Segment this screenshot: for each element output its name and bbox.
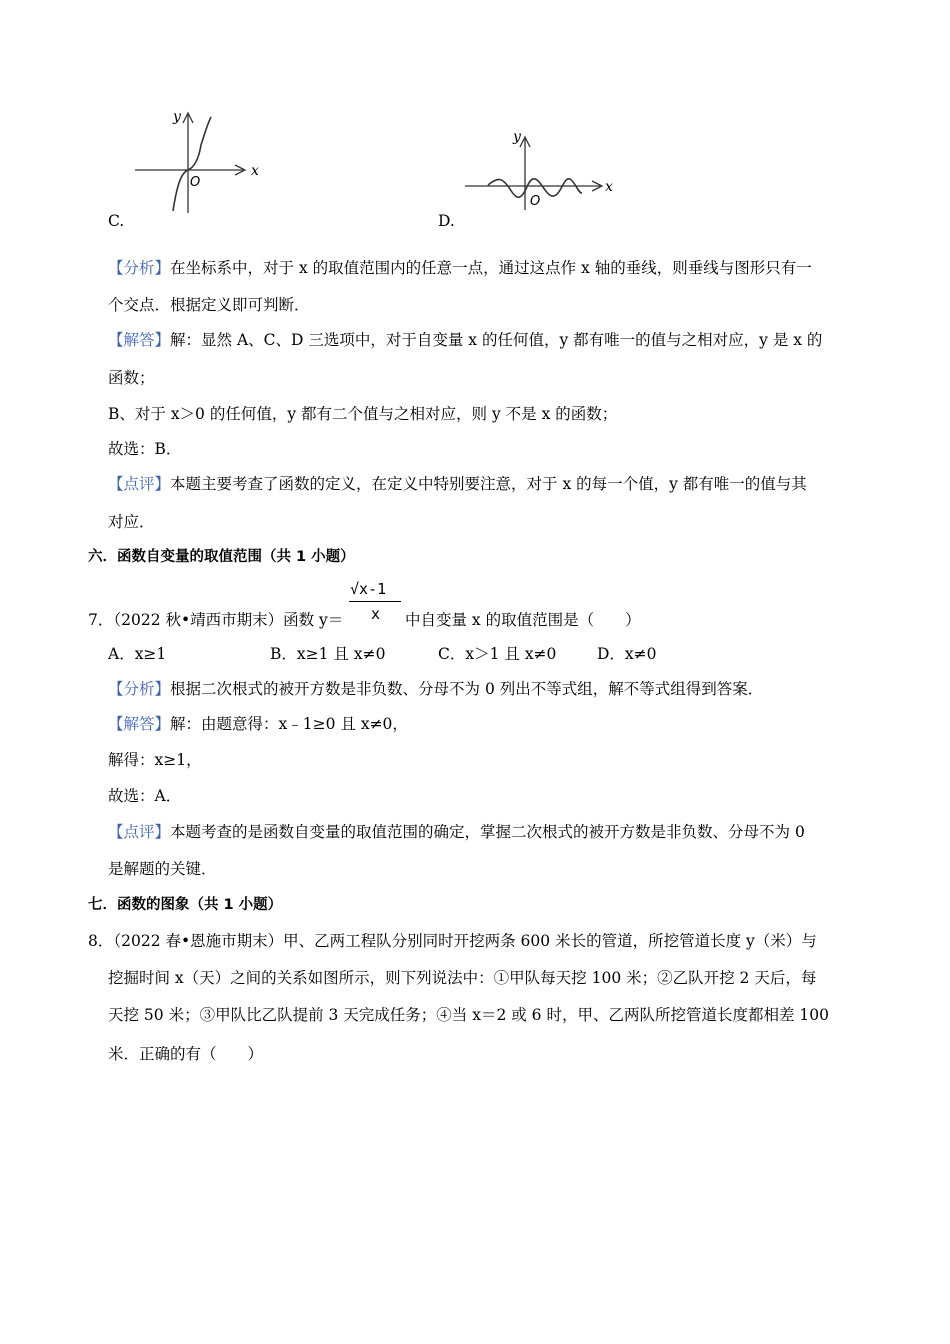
q7-answer-line-2: 解得：x≥1， bbox=[108, 751, 202, 769]
analysis-text: 根据二次根式的被开方数是非负数、分母不为 0 列出不等式组，解不等式组得到答案． bbox=[170, 680, 764, 698]
comment-tag: 【点评】 bbox=[108, 823, 171, 841]
y-label: y bbox=[513, 129, 521, 145]
q7-option-b: B．x≥1 且 x≠0 bbox=[270, 645, 386, 663]
q6-analysis-line-2: 个交点．根据定义即可判断． bbox=[108, 296, 310, 314]
q7-answer-line-3: 故选：A． bbox=[108, 787, 182, 805]
section-7-heading: 七．函数的图象（共 1 小题） bbox=[88, 897, 283, 913]
q6-answer-line-1 bbox=[108, 328, 950, 350]
analysis-tag: 【分析】 bbox=[108, 680, 171, 698]
q8-line-3: 天挖 50 米；③甲队比乙队提前 3 天完成任务；④当 x＝2 或 6 时，甲、乙两队所挖管道长度都相差 100 bbox=[108, 1006, 829, 1024]
q8-line-2: 挖掘时间 x（天）之间的关系如图所示，则下列说法中：①甲队每天挖 100 米；②乙队开挖 2 天后，每 bbox=[108, 969, 817, 987]
q7-stem-post: 中自变量 x 的取值范围是（ ） bbox=[405, 611, 641, 629]
q7-stem-pre: 7．（2022 秋•靖西市期末）函数 y＝ bbox=[88, 611, 344, 629]
y-label: y bbox=[173, 109, 181, 125]
answer-tag: 【解答】 bbox=[108, 715, 171, 733]
q7-fraction-numerator: √x-1 bbox=[350, 580, 387, 598]
origin-label: O bbox=[530, 194, 541, 209]
option-d-label: D. bbox=[438, 212, 455, 230]
q6-answer-line-4: 故选：B． bbox=[108, 440, 182, 458]
analysis-tag: 【分析】 bbox=[108, 259, 171, 277]
q7-comment-line-1 bbox=[108, 820, 950, 842]
comment-text: 本题考查的是函数自变量的取值范围的确定，掌握二次根式的被开方数是非负数、分母不为 0 bbox=[170, 823, 805, 841]
q8-line-1: 8．（2022 春•恩施市期末）甲、乙两工程队分别同时开挖两条 600 米长的管道，所挖管道长度 y（米）与 bbox=[88, 932, 817, 950]
answer-tag: 【解答】 bbox=[108, 331, 171, 349]
graph-d bbox=[460, 125, 620, 215]
q7-comment-line-2: 是解题的关键． bbox=[108, 860, 217, 878]
option-c-label: C. bbox=[108, 212, 125, 230]
q6-analysis-line-1 bbox=[108, 256, 950, 278]
section-6-heading: 六．函数自变量的取值范围（共 1 小题） bbox=[88, 549, 355, 565]
q7-fraction-denominator: x bbox=[371, 605, 381, 623]
q6-answer-line-2: 函数； bbox=[108, 369, 155, 387]
q7-option-d: D．x≠0 bbox=[597, 645, 657, 663]
comment-tag: 【点评】 bbox=[108, 475, 171, 493]
q7-option-a: A．x≥1 bbox=[108, 645, 167, 663]
q7-answer-line-1 bbox=[108, 712, 950, 734]
q6-comment-line-2: 对应． bbox=[108, 513, 155, 531]
q6-comment-line-1 bbox=[108, 472, 950, 494]
q7-fraction-bar bbox=[349, 601, 401, 602]
answer-text: 解：由题意得：x﹣1≥0 且 x≠0， bbox=[170, 715, 408, 733]
q7-analysis-line bbox=[108, 677, 950, 699]
analysis-text: 在坐标系中，对于 x 的取值范围内的任意一点，通过这点作 x 轴的垂线，则垂线与图形只有一 bbox=[170, 259, 812, 277]
q6-answer-line-3: B、对于 x＞0 的任何值，y 都有二个值与之相对应，则 y 不是 x 的函数； bbox=[108, 405, 618, 423]
q7-option-c: C．x＞1 且 x≠0 bbox=[438, 645, 557, 663]
x-label: x bbox=[605, 179, 613, 195]
q8-line-4: 米．正确的有（ ） bbox=[108, 1045, 264, 1063]
graph-c bbox=[125, 105, 275, 220]
comment-text: 本题主要考查了函数的定义，在定义中特别要注意，对于 x 的每一个值，y 都有唯一的值与其 bbox=[170, 475, 807, 493]
answer-text: 解：显然 A、C、D 三选项中，对于自变量 x 的任何值，y 都有唯一的值与之相对应，y 是 x 的 bbox=[170, 331, 823, 349]
origin-label: O bbox=[190, 175, 201, 190]
curve bbox=[173, 117, 211, 211]
x-label: x bbox=[251, 163, 259, 179]
